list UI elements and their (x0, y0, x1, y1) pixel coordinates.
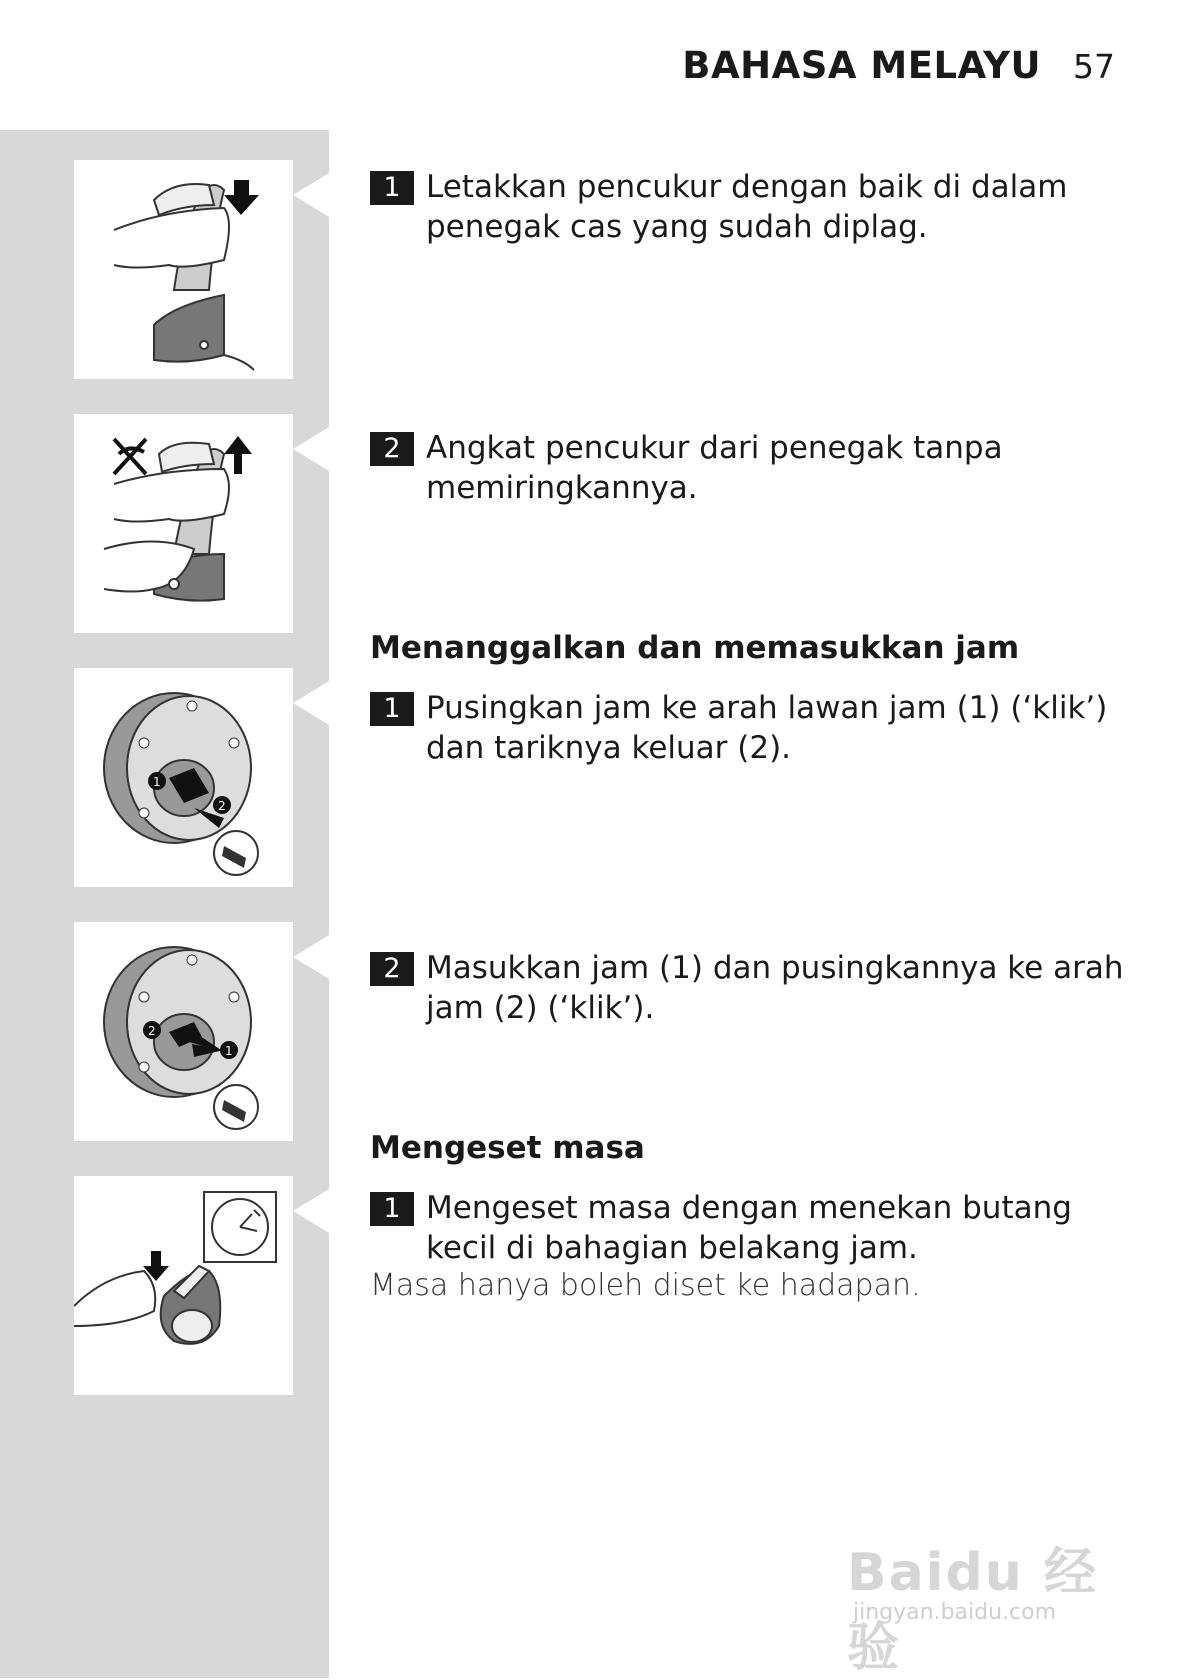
section-heading-time: Mengeset masa (370, 1130, 645, 1166)
step-set-time (370, 1188, 1130, 1268)
svg-text:2: 2 (218, 799, 226, 813)
watermark-url: jingyan.baidu.com (853, 1600, 1057, 1625)
page-number: 57 (1073, 47, 1115, 86)
step-text: Letakkan pencukur dengan baik di dalam penegak cas yang sudah diplag. (426, 169, 1068, 245)
figure-place-shaver (74, 160, 293, 379)
figure-pointer (293, 935, 329, 979)
step-number: 1 (370, 1192, 414, 1226)
figure-pointer (293, 173, 329, 217)
shaver-in-stand-illustration (74, 160, 293, 379)
step-text: Mengeset masa dengan menekan butang kecil di bahagian belakang jam. (426, 1190, 1072, 1266)
svg-text:2: 2 (148, 1024, 156, 1038)
insert-clock-illustration (74, 922, 293, 1141)
step-insert-clock (370, 948, 1130, 1028)
figure-remove-clock (74, 668, 293, 887)
step-number: 1 (370, 171, 414, 205)
step-text: Masukkan jam (1) dan pusingkannya ke arah jam (2) (‘klik’). (426, 950, 1124, 1026)
figure-set-time (74, 1176, 293, 1395)
remove-clock-illustration (74, 668, 293, 887)
figure-pointer (293, 1189, 329, 1233)
step-number: 2 (370, 952, 414, 986)
figure-lift-shaver (74, 414, 293, 633)
time-note: Masa hanya boleh diset ke hadapan. (370, 1268, 921, 1303)
step-number: 2 (370, 432, 414, 466)
lift-shaver-illustration (74, 414, 293, 633)
step-lift-shaver (370, 428, 1130, 508)
step-text: Pusingkan jam ke arah lawan jam (1) (‘klik’) dan tariknya keluar (2). (426, 690, 1108, 766)
step-place-shaver (370, 167, 1130, 247)
watermark-logo-text: Baidu 经验 (847, 1543, 1098, 1678)
no-tilt-icon (114, 439, 146, 474)
svg-text:1: 1 (153, 775, 161, 789)
step-text: Angkat pencukur dari penegak tanpa memiringkannya. (426, 430, 1003, 506)
figure-pointer (293, 427, 329, 471)
page-header-title: BAHASA MELAYU (682, 44, 1041, 87)
figure-pointer (293, 681, 329, 725)
set-time-illustration (74, 1176, 293, 1395)
step-remove-clock (370, 688, 1130, 768)
section-heading-clock: Menanggalkan dan memasukkan jam (370, 630, 1020, 666)
step-number: 1 (370, 692, 414, 726)
svg-text:1: 1 (225, 1044, 233, 1058)
figure-insert-clock (74, 922, 293, 1141)
baidu-watermark (847, 1500, 1117, 1678)
